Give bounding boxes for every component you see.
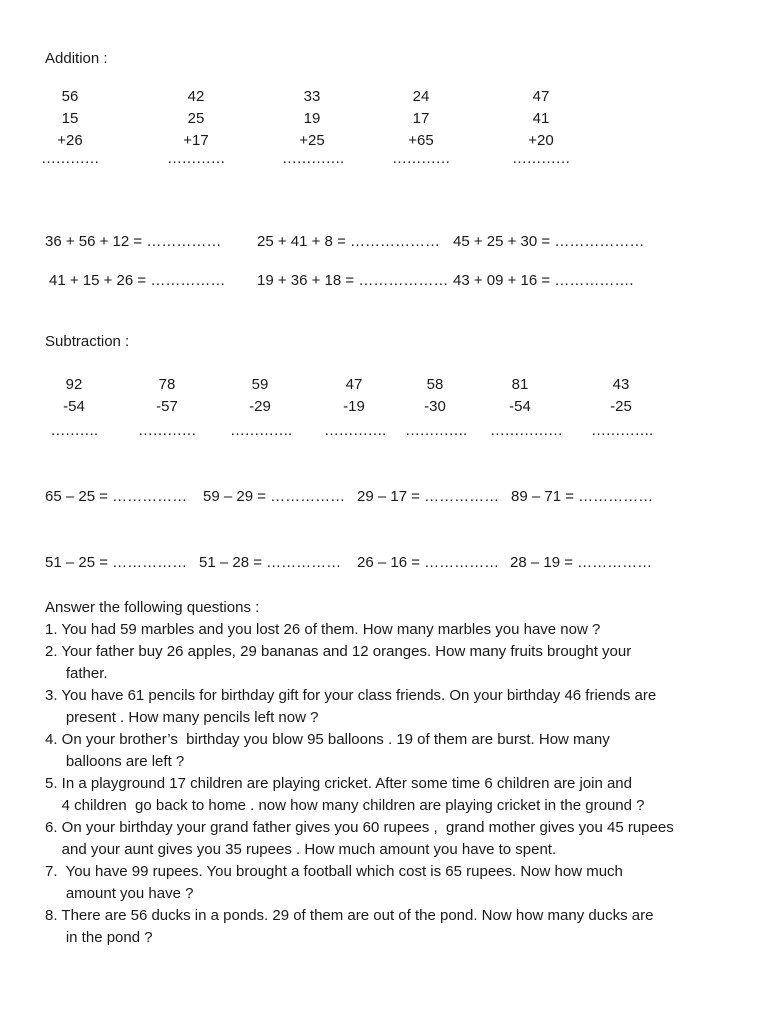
subtraction-equation: 28 – 19 = …………… — [510, 554, 653, 571]
addend: 19 — [303, 110, 321, 127]
subtraction-equation: 51 – 25 = …………… — [45, 554, 188, 571]
answer-blank: …………. — [324, 422, 386, 439]
question-line: 2. Your father buy 26 apples, 29 bananas and 12 oranges. How many fruits brought your — [45, 643, 632, 660]
question-line: amount you have ? — [45, 885, 194, 902]
answer-blank: ………… — [138, 422, 196, 439]
question-line: balloons are left ? — [45, 753, 185, 770]
answer-blank: …………… — [490, 422, 563, 439]
subtraction-problem — [591, 374, 651, 438]
question-line: 3. You have 61 pencils for birthday gift for your class friends. On your birthday 46 friends are — [45, 687, 657, 704]
addend: 24 — [412, 88, 430, 105]
subtraction-problem — [405, 374, 465, 438]
subtrahend: -29 — [249, 398, 271, 415]
question-line: and your aunt gives you 35 rupees . How much amount you have to spent. — [45, 841, 557, 858]
addend: 25 — [187, 110, 205, 127]
minuend: 47 — [345, 376, 363, 393]
subtraction-equation: 89 – 71 = …………… — [511, 488, 654, 505]
addition-problem — [391, 86, 451, 166]
answer-blank: …………. — [282, 150, 344, 167]
addition-equation: 45 + 25 + 30 = ……………… — [453, 233, 645, 250]
minuend: 81 — [511, 376, 529, 393]
minuend: 43 — [612, 376, 630, 393]
subtraction-equation: 65 – 25 = …………… — [45, 488, 188, 505]
subtraction-problem — [230, 374, 290, 438]
addend: +65 — [408, 132, 434, 149]
subtrahend: -19 — [343, 398, 365, 415]
addend: 17 — [412, 110, 430, 127]
answer-blank: ………. — [50, 422, 98, 439]
addend: 33 — [303, 88, 321, 105]
addend: 47 — [532, 88, 550, 105]
addition-heading: Addition : — [45, 50, 108, 67]
minuend: 59 — [251, 376, 269, 393]
answer-blank: ………… — [392, 150, 450, 167]
subtraction-problem — [490, 374, 563, 439]
addition-equation: 41 + 15 + 26 = …………… — [49, 272, 226, 289]
question-line: present . How many pencils left now ? — [45, 709, 319, 726]
addition-equation: 19 + 36 + 18 = ……………… — [257, 272, 449, 289]
subtraction-problem — [44, 374, 104, 438]
question-line: in the pond ? — [45, 929, 153, 946]
addend: 42 — [187, 88, 205, 105]
minuend: 78 — [158, 376, 176, 393]
subtraction-heading: Subtraction : — [45, 333, 130, 350]
subtrahend: -54 — [509, 398, 531, 415]
addend: 41 — [532, 110, 550, 127]
answer-blank: ………… — [512, 150, 570, 167]
subtraction-equation: 51 – 28 = …………… — [199, 554, 342, 571]
subtraction-problem — [137, 374, 197, 438]
question-line: 1. You had 59 marbles and you lost 26 of them. How many marbles you have now ? — [45, 621, 601, 638]
question-line: 6. On your birthday your grand father gives you 60 rupees , grand mother gives you 45 rupees — [45, 819, 674, 836]
answer-blank: …………. — [591, 422, 653, 439]
questions-heading: Answer the following questions : — [45, 599, 260, 616]
addend: +25 — [299, 132, 325, 149]
question-line: father. — [45, 665, 108, 682]
question-line: 7. You have 99 rupees. You brought a football which cost is 65 rupees. Now how much — [45, 863, 623, 880]
addition-problem — [511, 86, 571, 166]
addition-equation: 25 + 41 + 8 = ……………… — [257, 233, 440, 250]
addend: +20 — [528, 132, 554, 149]
subtrahend: -57 — [156, 398, 178, 415]
addend: +17 — [183, 132, 209, 149]
subtraction-problem — [324, 374, 384, 438]
addition-equation: 36 + 56 + 12 = …………… — [45, 233, 222, 250]
addition-problem — [282, 86, 342, 166]
subtraction-equation: 59 – 29 = …………… — [203, 488, 346, 505]
answer-blank: …………. — [405, 422, 467, 439]
subtraction-equation: 29 – 17 = …………… — [357, 488, 500, 505]
addition-equation: 43 + 09 + 16 = ……………. — [453, 272, 634, 289]
subtraction-equation: 26 – 16 = …………… — [357, 554, 500, 571]
question-line: 5. In a playground 17 children are playing cricket. After some time 6 children are join and — [45, 775, 632, 792]
addend: 56 — [61, 88, 79, 105]
addend: 15 — [61, 110, 79, 127]
question-line: 4 children go back to home . now how many children are playing cricket in the ground ? — [45, 797, 645, 814]
answer-blank: ………… — [41, 150, 99, 167]
answer-blank: ………… — [167, 150, 225, 167]
question-line: 4. On your brother’s birthday you blow 95 balloons . 19 of them are burst. How many — [45, 731, 610, 748]
subtrahend: -30 — [424, 398, 446, 415]
addition-problem — [166, 86, 226, 166]
minuend: 58 — [426, 376, 444, 393]
addition-problem — [40, 86, 100, 166]
minuend: 92 — [65, 376, 83, 393]
subtrahend: -25 — [610, 398, 632, 415]
subtrahend: -54 — [63, 398, 85, 415]
question-line: 8. There are 56 ducks in a ponds. 29 of them are out of the pond. Now how many ducks are — [45, 907, 654, 924]
answer-blank: …………. — [230, 422, 292, 439]
addend: +26 — [57, 132, 83, 149]
